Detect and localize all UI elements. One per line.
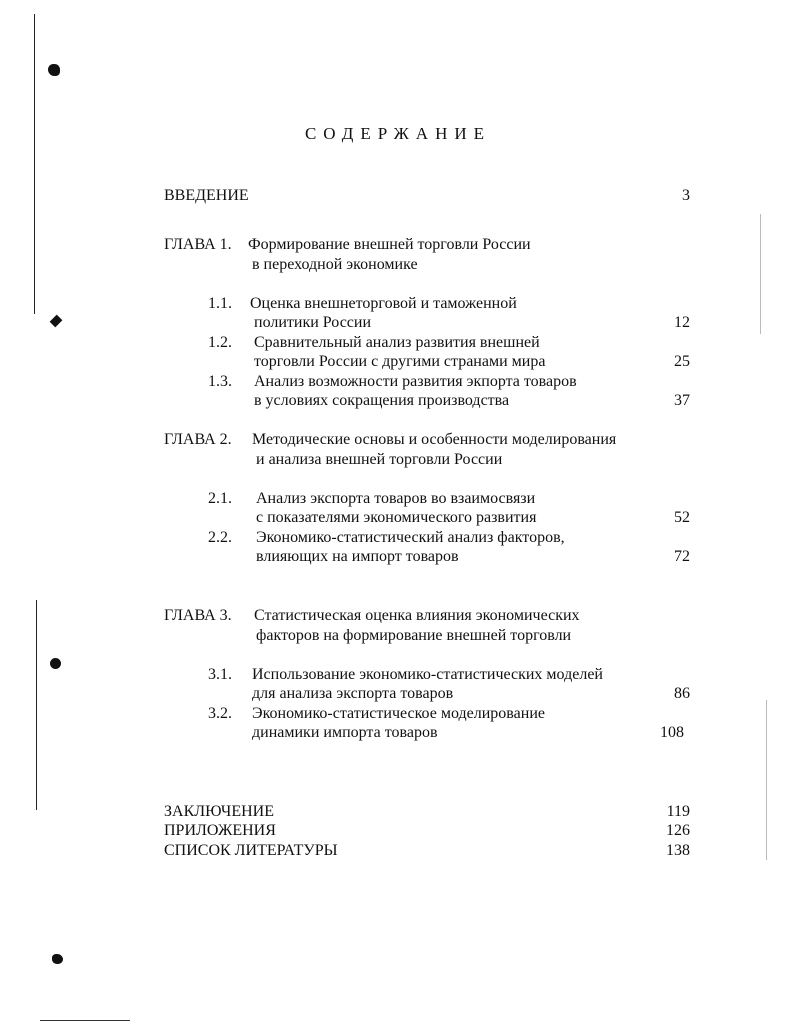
section-2-1-number: 2.1.: [208, 490, 232, 507]
toc-appendices-page: 126: [666, 822, 690, 839]
right-margin-rule: [760, 214, 761, 334]
section-2-2-number: 2.2.: [208, 529, 232, 546]
section-3-2-line-2: динамики импорта товаров: [252, 724, 438, 741]
toc-conclusion-label: ЗАКЛЮЧЕНИЕ: [164, 803, 274, 820]
punch-mark-lower: [50, 658, 61, 669]
chapter-1-heading: ГЛАВА 1.: [164, 236, 232, 253]
chapter-3-heading: ГЛАВА 3.: [164, 607, 232, 624]
section-3-2-page: 108: [660, 724, 684, 741]
section-3-2-line-1: Экономико-статистическое моделирование: [252, 705, 545, 722]
page-title: СОДЕРЖАНИЕ: [304, 124, 492, 143]
chapter-2-heading: ГЛАВА 2.: [164, 431, 232, 448]
section-1-3-line-2: в условиях сокращения производства: [254, 392, 510, 409]
section-1-1-page: 12: [674, 314, 690, 331]
section-1-1-number: 1.1.: [208, 295, 232, 312]
left-margin-rule: [34, 14, 35, 314]
section-1-2-line-2: торговли России с другими странами мира: [254, 353, 546, 370]
section-3-1-page: 86: [674, 685, 690, 702]
punch-mark-bottom: [52, 954, 63, 964]
chapter-1-title-line-1: Формирование внешней торговли России: [248, 236, 531, 253]
section-3-2-number: 3.2.: [208, 705, 232, 722]
punch-mark-top: [48, 64, 60, 76]
section-1-3-number: 1.3.: [208, 373, 232, 390]
section-2-1-line-2: с показателями экономического развития: [256, 509, 537, 526]
section-1-3-page: 37: [674, 392, 690, 409]
chapter-3-title-line-1: Статистическая оценка влияния экономических: [254, 607, 580, 624]
section-2-2-line-1: Экономико-статистический анализ факторов,: [256, 529, 565, 546]
section-2-2-line-2: влияющих на импорт товаров: [256, 548, 459, 565]
section-1-1-line-2: политики России: [254, 314, 372, 331]
chapter-1-title-line-2: в переходной экономике: [252, 256, 418, 273]
section-1-2-line-1: Сравнительный анализ развития внешней: [254, 334, 540, 351]
section-2-2-page: 72: [674, 548, 690, 565]
section-3-1-line-1: Использование экономико-статистических моделей: [252, 666, 603, 683]
section-2-1-line-1: Анализ экспорта товаров во взаимосвязи: [256, 490, 536, 507]
chapter-3-title-line-2: факторов на формирование внешней торговли: [256, 627, 572, 644]
bottom-edge-rule: [40, 1020, 130, 1021]
toc-introduction-label: ВВЕДЕНИЕ: [164, 187, 249, 204]
chapter-2-title-line-1: Методические основы и особенности моделирования: [252, 431, 617, 448]
section-1-2-number: 1.2.: [208, 334, 232, 351]
right-margin-rule-lower: [766, 700, 767, 860]
section-1-3-line-1: Анализ возможности развития экпорта товаров: [254, 373, 577, 390]
toc-conclusion-page: 119: [666, 803, 690, 820]
section-3-1-number: 3.1.: [208, 666, 232, 683]
toc-introduction-page: 3: [682, 187, 690, 204]
section-3-1-line-2: для анализа экспорта товаров: [252, 685, 454, 702]
left-margin-rule-lower: [36, 600, 37, 810]
section-1-2-page: 25: [674, 353, 690, 370]
section-1-1-line-1: Оценка внешнеторговой и таможенной: [250, 295, 517, 312]
toc-bibliography-page: 138: [666, 842, 690, 859]
chapter-2-title-line-2: и анализа внешней торговли России: [256, 451, 503, 468]
toc-appendices-label: ПРИЛОЖЕНИЯ: [164, 822, 276, 839]
section-2-1-page: 52: [674, 509, 690, 526]
punch-mark-middle: [50, 315, 63, 328]
toc-bibliography-label: СПИСОК ЛИТЕРАТУРЫ: [164, 842, 338, 859]
